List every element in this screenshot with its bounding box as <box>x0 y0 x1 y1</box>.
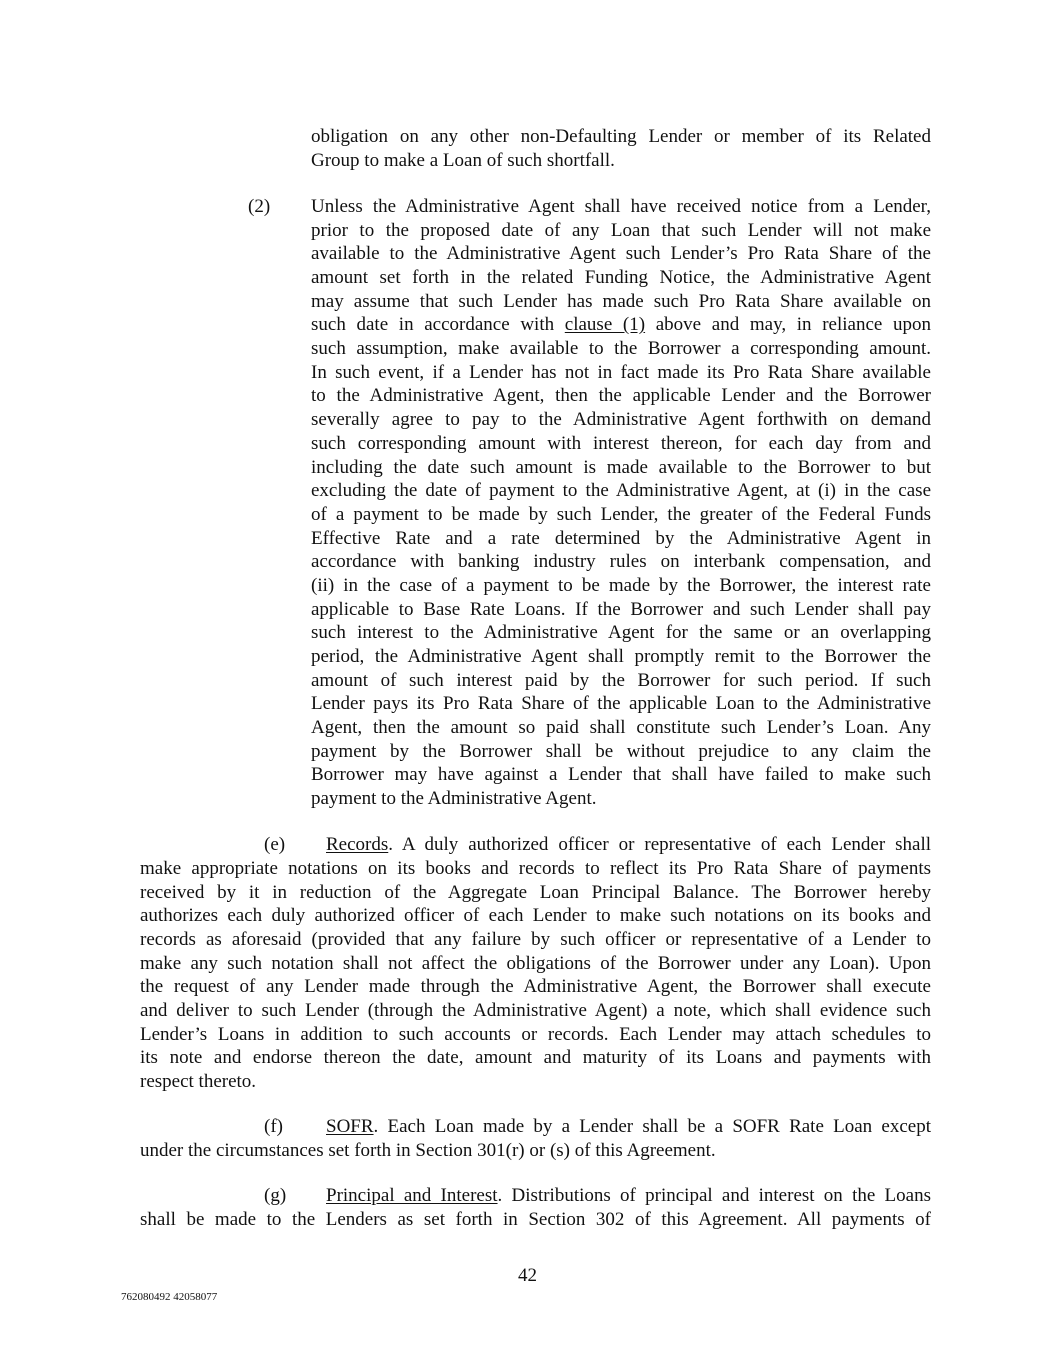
text-run: . Each Loan made by a Lender shall be a SOFR Rate Loan except <box>373 1116 931 1137</box>
paragraph-line: authorizes each duly authorized officer of each Lender to make such notations on its books and <box>140 905 931 926</box>
paragraph-line: period, the Administrative Agent shall promptly remit to the Borrower the <box>311 646 931 667</box>
clause-2-label: (2) <box>248 196 271 217</box>
paragraph-line: prior to the proposed date of any Loan that such Lender will not make <box>311 220 931 241</box>
clause-1-reference: clause (1) <box>564 314 646 335</box>
paragraph-line <box>326 1115 931 1139</box>
paragraph-line: payment to the Administrative Agent. <box>311 788 597 809</box>
paragraph-line: make any such notation shall not affect the obligations of the Borrower under any Loan). Upon <box>140 953 931 974</box>
paragraph-line: accordance with banking industry rules on interbank compensation, and <box>311 551 931 572</box>
paragraph-line: shall be made to the Lenders as set forth in Section 302 of this Agreement. All payments of <box>140 1209 931 1230</box>
paragraph-line: amount set forth in the related Funding Notice, the Administrative Agent <box>311 267 931 288</box>
paragraph-line: payment by the Borrower shall be without prejudice to any claim the <box>311 741 931 762</box>
paragraph-line: (ii) in the case of a payment to be made by the Borrower, the interest rate <box>311 575 931 596</box>
paragraph-line: the request of any Lender made through the Administrative Agent, the Borrower shall execute <box>140 976 931 997</box>
paragraph-line: Borrower may have against a Lender that shall have failed to make such <box>311 764 931 785</box>
paragraph-line: such corresponding amount with interest thereon, for each day from and <box>311 433 931 454</box>
text-run: . A duly authorized officer or representative of each Lender shall <box>388 834 931 855</box>
paragraph-line: received by it in reduction of the Aggregate Loan Principal Balance. The Borrower hereby <box>140 882 931 903</box>
section-f-label: (f) <box>264 1116 283 1137</box>
paragraph-line: including the date such amount is made available to the Borrower to but <box>311 457 931 478</box>
page-number: 42 <box>518 1265 537 1286</box>
paragraph-line: Lender pays its Pro Rata Share of the applicable Loan to the Administrative <box>311 693 931 714</box>
paragraph-line: amount of such interest paid by the Borrower for such period. If such <box>311 670 931 691</box>
paragraph-line: available to the Administrative Agent such Lender’s Pro Rata Share of the <box>311 243 931 264</box>
paragraph-line: Lender’s Loans in addition to such accounts or records. Each Lender may attach schedules to <box>140 1024 931 1045</box>
paragraph-line: Effective Rate and a rate determined by the Administrative Agent in <box>311 528 931 549</box>
text-run: such date in accordance with <box>311 314 565 335</box>
text-run: . Distributions of principal and interest on the Loans <box>497 1185 931 1206</box>
section-g-label: (g) <box>264 1185 287 1206</box>
paragraph-line: In such event, if a Lender has not in fact made its Pro Rata Share available <box>311 362 931 383</box>
paragraph-line <box>326 833 931 857</box>
paragraph-line: may assume that such Lender has made such Pro Rata Share available on <box>311 291 931 312</box>
paragraph-line: records as aforesaid (provided that any failure by such officer or representative of a Lender to <box>140 929 931 950</box>
continuation-line: Group to make a Loan of such shortfall. <box>311 150 615 171</box>
paragraph-line: its note and endorse thereon the date, amount and maturity of its Loans and payments with <box>140 1047 931 1068</box>
paragraph-line <box>326 1184 931 1208</box>
paragraph-line: Agent, then the amount so paid shall constitute such Lender’s Loan. Any <box>311 717 931 738</box>
paragraph-line: respect thereto. <box>140 1071 257 1092</box>
document-id: 762080492 42058077 <box>121 1291 218 1303</box>
paragraph-line <box>311 313 931 337</box>
paragraph-line: such interest to the Administrative Agent for the same or an overlapping <box>311 622 931 643</box>
paragraph-line: under the circumstances set forth in Section 301(r) or (s) of this Agreement. <box>140 1140 716 1161</box>
paragraph-line: excluding the date of payment to the Administrative Agent, at (i) in the case <box>311 480 931 501</box>
paragraph-line: applicable to Base Rate Loans. If the Borrower and such Lender shall pay <box>311 599 931 620</box>
paragraph-line: make appropriate notations on its books and records to reflect its Pro Rata Share of payments <box>140 858 931 879</box>
paragraph-line: of a payment to be made by such Lender, the greater of the Federal Funds <box>311 504 931 525</box>
paragraph-line: to the Administrative Agent, then the applicable Lender and the Borrower <box>311 385 931 406</box>
continuation-line: obligation on any other non-Defaulting Lender or member of its Related <box>311 126 931 147</box>
paragraph-line: and deliver to such Lender (through the Administrative Agent) a note, which shall evidence such <box>140 1000 931 1021</box>
paragraph-line: severally agree to pay to the Administrative Agent forthwith on demand <box>311 409 931 430</box>
section-e-label: (e) <box>264 834 286 855</box>
section-e-heading: Records <box>326 834 389 855</box>
paragraph-line: such assumption, make available to the Borrower a corresponding amount. <box>311 338 931 359</box>
section-f-heading: SOFR <box>326 1116 374 1137</box>
text-run: above and may, in reliance upon <box>645 314 931 335</box>
section-g-heading: Principal and Interest <box>326 1185 498 1206</box>
paragraph-line: Unless the Administrative Agent shall have received notice from a Lender, <box>311 196 931 217</box>
